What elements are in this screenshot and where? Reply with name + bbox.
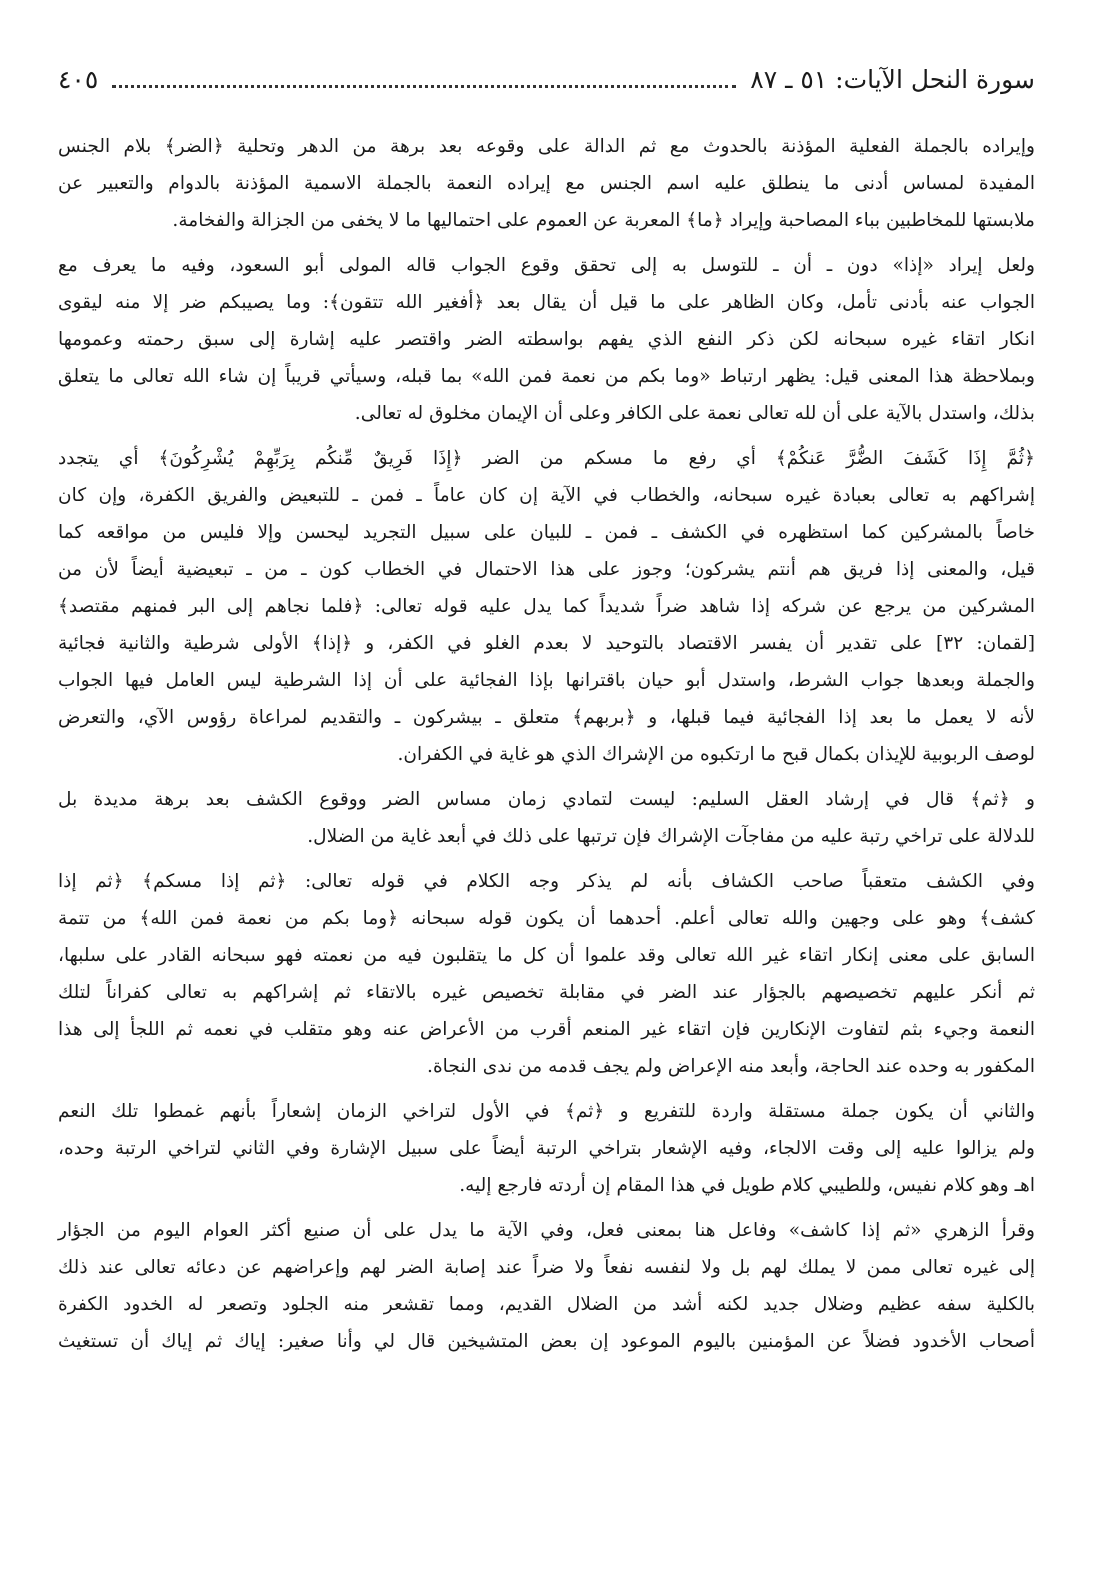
text-line: بذلك، واستدل بالآية على أن لله تعالى نعمة على الكافر وعلى أن الإيمان مخلوق له تعالى. xyxy=(354,403,1035,424)
surah-title: سورة النحل الآيات: ٥١ ـ ٨٧ xyxy=(750,65,1035,94)
running-header xyxy=(58,62,1035,102)
text-line: بالكلية سفه عظيم وضلال جديد لكنه أشد من الضلال القديم، ومما تقشعر منه الجلود وتصعر له الخدود الكفرة xyxy=(58,1294,1035,1315)
paragraph xyxy=(58,440,1035,773)
text-line: اهـ وهو كلام نفيس، وللطيبي كلام طويل في هذا المقام إن أردته فارجع إليه. xyxy=(459,1175,1035,1196)
text-line: لوصف الربوبية للإيذان بكمال قبح ما ارتكبوه من الإشراك الذي هو غاية في الكفران. xyxy=(397,744,1035,765)
text-line: السابق على معنى إنكار اتقاء غير الله تعالى وقد علموا أن كل ما يتقلبون فيه من نعمته فهو سبحانه القادر على سلبها، xyxy=(58,945,1035,966)
text-line: إشراكهم به تعالى بعبادة غيره سبحانه، والخطاب في الآية إن كان عاماً ـ فمن ـ للتبعيض والفريق الكفرة، وإن كان xyxy=(58,485,1035,506)
text-line: [لقمان: ٣٢] على تقدير أن يفسر الاقتصاد بالتوحيد لا بعدم الغلو في الكفر، و ﴿إذا﴾ الأولى شرطية والثانية فجائية xyxy=(58,633,1035,654)
text-line: للدلالة على تراخي رتبة عليه من مفاجآت الإشراك فإن ترتبها على ذلك في أبعد غاية من الضلال. xyxy=(307,826,1035,847)
text-line: خاصاً بالمشركين كما استظهره في الكشف ـ فمن ـ للبيان على سبيل التجريد ليحسن وإلا فليس من مواقعه كما xyxy=(58,522,1035,543)
text-line: ولعل إيراد «إذا» دون ـ أن ـ للتوسل به إلى تحقق وقوع الجواب قاله المولى أبو السعود، وفيه ما يعرف مع xyxy=(58,255,1035,276)
paragraph xyxy=(58,1093,1035,1204)
text-line: لأنه لا يعمل ما بعد إذا الفجائية فيما قبلها، و ﴿بربهم﴾ متعلق ـ بيشركون ـ والتقديم لمراعاة رؤوس الآي، والتعرض xyxy=(58,707,1035,728)
text-line: المفيدة لمساس أدنى ما ينطلق عليه اسم الجنس مع إيراده النعمة بالجملة الاسمية المؤذنة بالدوام والتعبير عن xyxy=(58,173,1035,194)
text-line: الجواب عنه بأدنى تأمل، وكان الظاهر على ما قيل أن يقال بعد ﴿أفغير الله تتقون﴾: وما يصيبكم ضر إلا منه ليقوى xyxy=(58,292,1035,313)
text-line: المكفور به وحده عند الحاجة، وأبعد منه الإعراض ولم يجف قدمه من ندى النجاة. xyxy=(427,1056,1035,1077)
tafsir-text-body xyxy=(58,128,1035,1360)
text-line: المشركين من يرجع عن شركه إذا شاهد ضراً شديداً كما يدل عليه قوله تعالى: ﴿فلما نجاهم إلى البر فمنهم مقتصد﴾ xyxy=(58,596,1035,617)
paragraph xyxy=(58,128,1035,239)
text-line: وقرأ الزهري «ثم إذا كاشف» وفاعل هنا بمعنى فعل، وفي الآية ما يدل على أن صنيع أكثر العوام اليوم من الجؤار xyxy=(58,1220,1035,1241)
text-line: انكار اتقاء غيره سبحانه لكن ذكر النفع الذي يفهم بواسطته الضر واقتصر عليه إشارة إلى سبق رحمته وعمومها xyxy=(58,329,1035,350)
paragraph xyxy=(58,247,1035,432)
text-line: ثم أنكر عليهم تخصيصهم بالجؤار عند الضر في مقابلة تخصيص غيره بالاتقاء ثم إشراكهم به تعالى كفراناً لتلك xyxy=(58,982,1035,1003)
paragraph xyxy=(58,1212,1035,1360)
text-line: ملابستها للمخاطبين بباء المصاحبة وإيراد ﴿ما﴾ المعربة عن العموم على احتماليها ما لا يخفى من الجزالة والفخامة. xyxy=(172,210,1035,231)
text-line: إلى غيره تعالى ممن لا يملك لهم بل ولا لنفسه نفعاً ولا ضراً عند إصابة الضر لهم وإعراضهم عن دعائه تعالى عند ذلك xyxy=(58,1257,1035,1278)
paragraph xyxy=(58,863,1035,1085)
text-line: وإيراده بالجملة الفعلية المؤذنة بالحدوث مع ثم الدالة على وقوعه بعد برهة من الدهر وتحلية ﴿الضر﴾ بلام الجنس xyxy=(58,136,1035,157)
text-line: و ﴿ثم﴾ قال في إرشاد العقل السليم: ليست لتمادي زمان مساس الضر ووقوع الكشف بعد برهة مديدة بل xyxy=(58,789,1035,810)
text-line: وبملاحظة هذا المعنى قيل: يظهر ارتباط «وما بكم من نعمة فمن الله» بما قبله، وسيأتي قريباً إن شاء الله تعالى ما يتعلق xyxy=(58,366,1035,387)
page-number: ٤٠٥ xyxy=(58,65,99,94)
text-line: قيل، والمعنى إذا فريق هم أنتم يشركون؛ وجوز على هذا الاحتمال في الخطاب كون ـ من ـ تبعيضية أيضاً لأن من xyxy=(58,559,1035,580)
text-line: والثاني أن يكون جملة مستقلة واردة للتفريع و ﴿ثم﴾ في الأول لتراخي الزمان إشعاراً بأنهم غمطوا تلك النعم xyxy=(58,1101,1035,1122)
text-line: ﴿ثُمَّ إِذَا كَشَفَ الضُّرَّ عَنكُمْ﴾ أي رفع ما مسكم من الضر ﴿إِذَا فَرِيقٌ مِّنكُم بِرَبِّهِمْ يُشْرِكُونَ﴾ أي يتجدد xyxy=(58,448,1035,469)
text-line: النعمة وجيء بثم لتفاوت الإنكارين فإن اتقاء غير المنعم أقرب من الأعراض عنه وهو متقلب في نعمه ثم اللجأ إلى هذا xyxy=(58,1019,1035,1040)
text-line: كشف﴾ وهو على وجهين والله تعالى أعلم. أحدهما أن يكون قوله سبحانه ﴿وما بكم من نعمة فمن الله﴾ من تتمة xyxy=(58,908,1035,929)
text-line: وفي الكشف متعقباً صاحب الكشاف بأنه لم يذكر وجه الكلام في قوله تعالى: ﴿ثم إذا مسكم﴾ ﴿ثم إذا xyxy=(58,871,1035,892)
paragraph xyxy=(58,781,1035,855)
text-line: أصحاب الأخدود فضلاً عن المؤمنين باليوم الموعود إن بعض المتشيخين قال لي وأنا صغير: إياك ثم إياك أن تستغيث xyxy=(58,1331,1035,1352)
text-line: ولم يزالوا عليه إلى وقت الالجاء، وفيه الإشعار بتراخي الرتبة أيضاً على سبيل الإشارة وفي الثاني لتراخي الرتبة وحده، xyxy=(58,1138,1035,1159)
header-dot-leader xyxy=(112,71,736,88)
text-line: والجملة وبعدها جواب الشرط، واستدل أبو حيان باقترانها بإذا الفجائية على أن إذا الشرطية ليس العامل فيها الجواب xyxy=(58,670,1035,691)
